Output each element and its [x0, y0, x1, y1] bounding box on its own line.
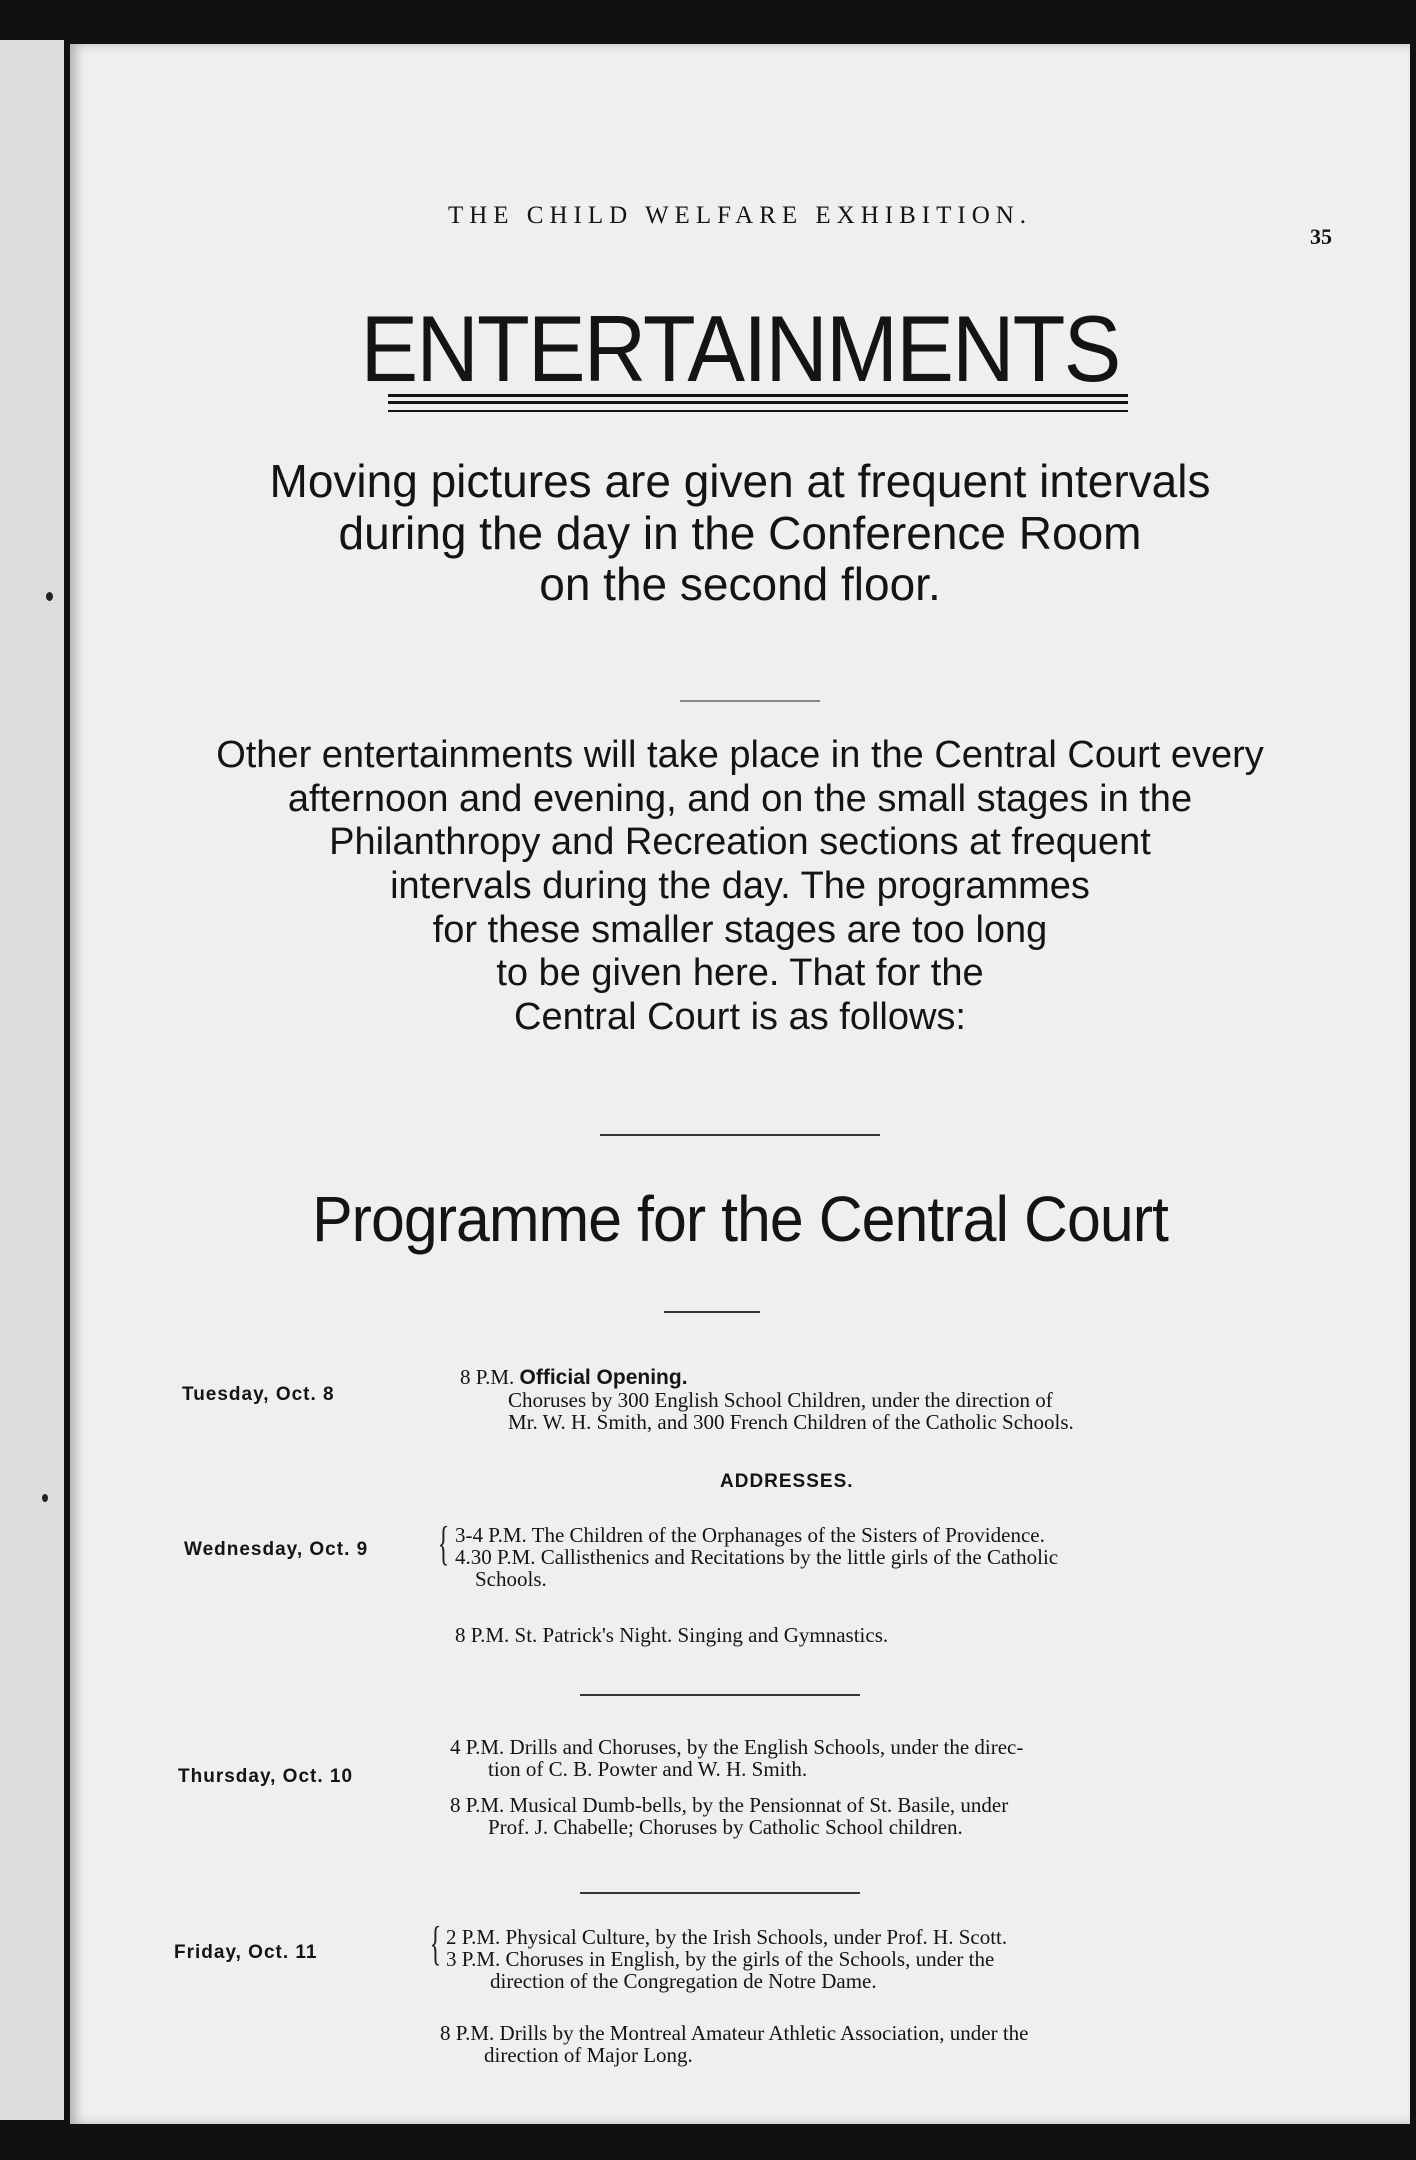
entry-line: Choruses by 300 English School Children, under the direction of: [508, 1388, 1053, 1413]
entry-heading: Official Opening.: [519, 1366, 688, 1389]
day-label-wednesday: Wednesday, Oct. 9: [184, 1539, 369, 1560]
entry-line: Mr. W. H. Smith, and 300 French Children of the Catholic Schools.: [508, 1410, 1074, 1435]
bracket-glyph: {: [429, 1917, 442, 1970]
entry-line: 2 P.M. Physical Culture, by the Irish Schools, under Prof. H. Scott.: [446, 1925, 1008, 1949]
separator-rule: [600, 1134, 880, 1136]
page-number: 35: [1310, 224, 1332, 249]
schedule-entry-friday-evening: [440, 2022, 1029, 2066]
page-title: ENTERTAINMENTS: [360, 296, 1120, 401]
entry-line: Schools.: [475, 1567, 547, 1592]
body-line: for these smaller stages are too long: [432, 908, 1048, 951]
document-page: [70, 44, 1410, 2124]
entry-line: 8 P.M. Musical Dumb-bells, by the Pensionnat of St. Basile, under: [450, 1793, 1009, 1818]
schedule-entry-wednesday-evening: 8 P.M. St. Patrick's Night. Singing and Gymnastics.: [455, 1623, 889, 1647]
intro-line: Moving pictures are given at frequent intervals: [269, 455, 1211, 507]
day-label-thursday: Thursday, Oct. 10: [178, 1766, 354, 1787]
schedule-entry-wednesday: [455, 1524, 1058, 1590]
running-head: THE CHILD WELFARE EXHIBITION.: [447, 202, 1033, 229]
separator-rule: [664, 1311, 760, 1313]
separator-rule: [580, 1694, 860, 1696]
entry-line: tion of C. B. Powter and W. H. Smith.: [488, 1757, 808, 1782]
day-label-friday: Friday, Oct. 11: [174, 1942, 318, 1963]
body-line: to be given here. That for the: [496, 952, 984, 995]
body-line: intervals during the day. The programmes: [390, 865, 1090, 908]
intro-line: during the day in the Conference Room: [338, 506, 1142, 559]
body-line: Central Court is as follows:: [514, 996, 966, 1039]
separator-rule: [680, 700, 820, 702]
body-line: afternoon and evening, and on the small stages in the: [287, 777, 1193, 820]
title-double-rule: [388, 394, 1128, 404]
entry-line: 3-4 P.M. The Children of the Orphanages of the Sisters of Providence.: [455, 1523, 1045, 1547]
margin-speck: [46, 592, 53, 601]
body-line: Other entertainments will take place in the Central Court every: [216, 734, 1264, 776]
schedule-entry-thursday: [450, 1736, 1023, 1838]
intro-paragraph: [70, 456, 1410, 611]
body-paragraph: [70, 734, 1410, 1040]
separator-rule: [580, 1892, 860, 1894]
title-underline-rule: [388, 410, 1128, 412]
margin-speck: [42, 1494, 48, 1502]
entry-line: 3 P.M. Choruses in English, by the girls of the Schools, under the: [446, 1947, 995, 1972]
entry-time: 8 P.M.: [460, 1365, 515, 1389]
entry-line: 4.30 P.M. Callisthenics and Recitations by the little girls of the Catholic: [455, 1545, 1059, 1570]
entry-line: direction of the Congregation de Notre Dame.: [490, 1969, 877, 1994]
programme-title: Programme for the Central Court: [312, 1183, 1168, 1255]
schedule-entry-tuesday: [460, 1366, 1074, 1433]
entry-line: Prof. J. Chabelle; Choruses by Catholic School children.: [488, 1815, 963, 1840]
addresses-heading: ADDRESSES.: [720, 1471, 854, 1492]
day-label-tuesday: Tuesday, Oct. 8: [182, 1384, 335, 1405]
entry-line: direction of Major Long.: [484, 2043, 693, 2068]
intro-line: on the second floor.: [539, 558, 941, 611]
entry-line: 4 P.M. Drills and Choruses, by the English Schools, under the direc-: [450, 1735, 1024, 1759]
facing-page-edge: [0, 40, 64, 2120]
entry-line: 8 P.M. Drills by the Montreal Amateur Athletic Association, under the: [440, 2021, 1029, 2045]
schedule-entry-friday: [446, 1926, 1007, 1992]
bracket-glyph: {: [437, 1517, 450, 1570]
body-line: Philanthropy and Recreation sections at frequent: [329, 821, 1151, 864]
